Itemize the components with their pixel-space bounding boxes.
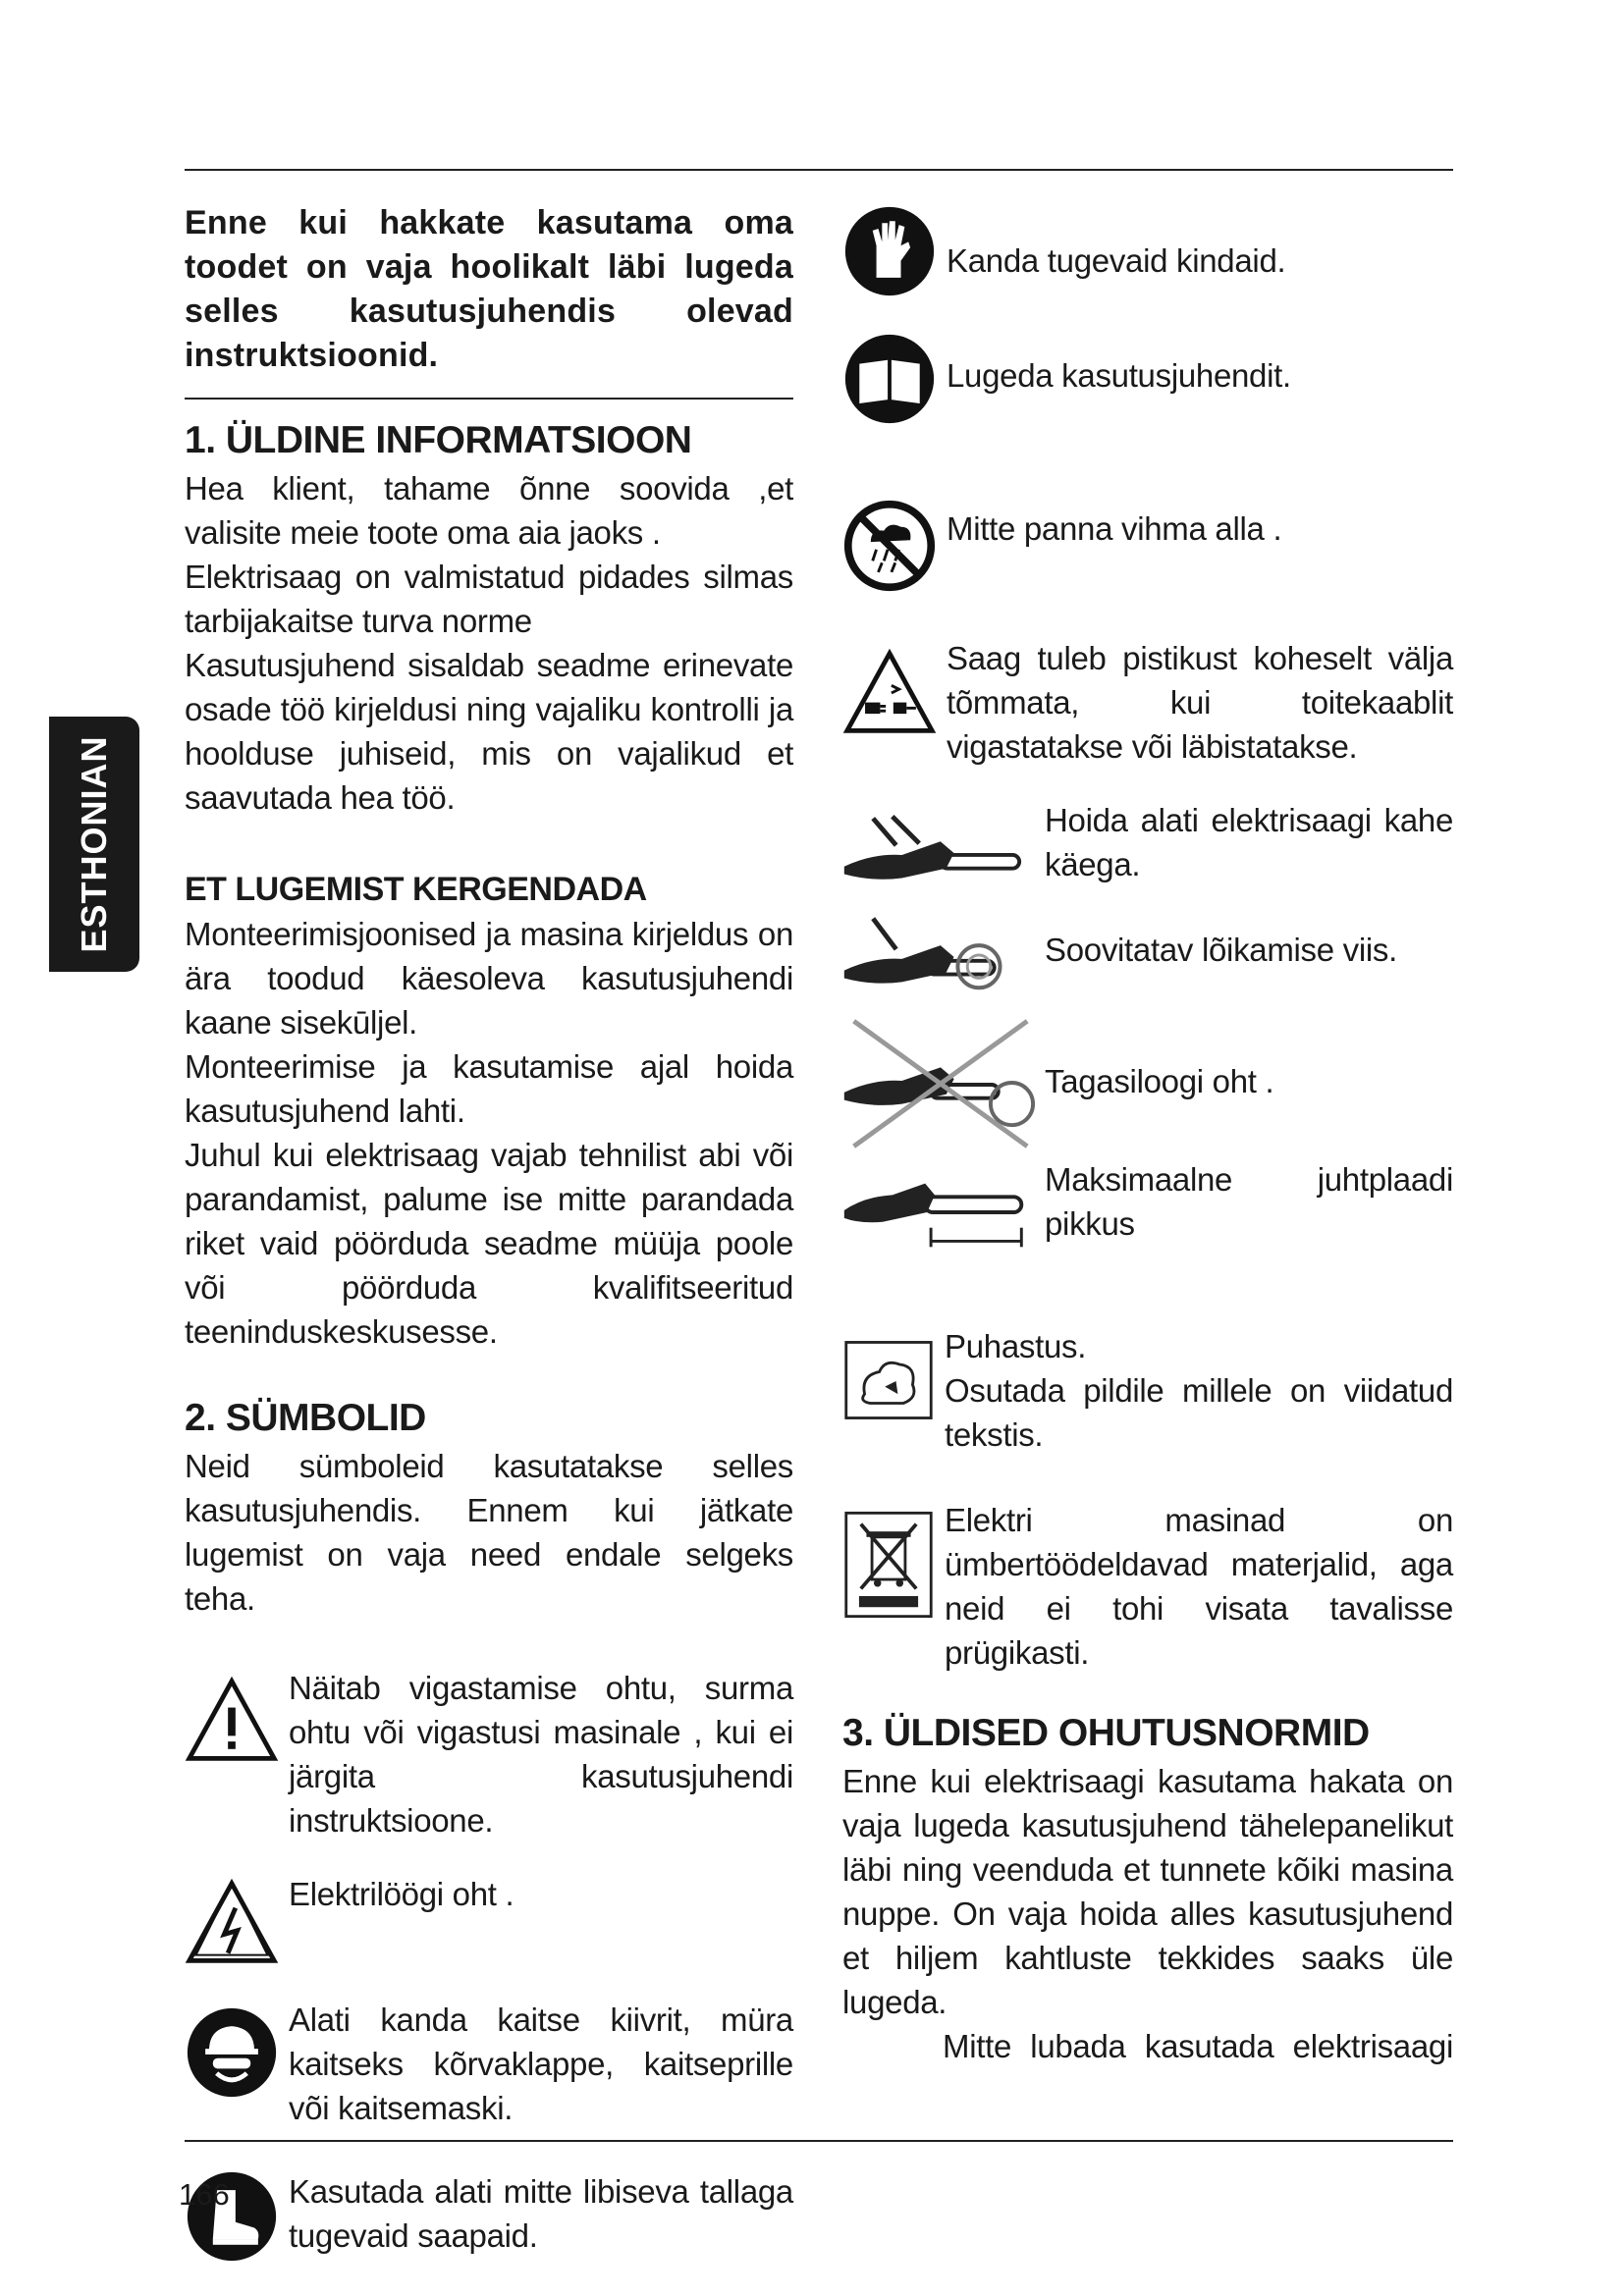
gloves-icon — [842, 204, 937, 298]
symbol-unplug-text: Saag tuleb pistikust koheselt välja tõmmata, kui toitekaablit vigastatakse või läbistatakse. — [947, 640, 1453, 765]
warning-triangle-icon — [185, 1674, 279, 1768]
top-rule — [185, 169, 1453, 171]
symbol-head-protection-text: Alati kanda kaitse kiivrit, müra kaitseks kõrvaklappe, kaitseprille või kaitsemaski. — [289, 2002, 793, 2126]
electric-shock-icon — [185, 1876, 279, 1970]
cleaning-title: Puhastus. — [945, 1328, 1087, 1364]
symbol-manual-text: Lugeda kasutusjuhendit. — [947, 357, 1291, 394]
symbol-electric — [185, 1872, 793, 1970]
cleaning-icon — [842, 1338, 935, 1422]
symbol-two-hands — [842, 798, 1453, 906]
symbol-warning-text: Näitab vigastamise ohtu, surma ohtu või vigastusi masinale , kui ei järgita kasutusjuhendi instruktsioone. — [289, 1670, 793, 1839]
reading-subtitle: ET LUGEMIST KERGENDADA — [185, 871, 647, 908]
section1-paragraph: Elektrisaag on valmistatud pidades silmas tarbijakaitse turva norme — [185, 559, 793, 639]
symbol-manual — [842, 332, 1453, 426]
symbol-recycle-text: Elektri masinad on ümbertöödeldavad materjalid, aga neid ei tohi visata tavalisse prügikasti. — [945, 1502, 1453, 1671]
section1-paragraph: Hea klient, tahame õnne soovida ,et valisite meie toote oma aia jaoks . — [185, 470, 793, 551]
language-tab-label: ESTHONIAN — [74, 735, 114, 953]
section3-paragraph: Enne kui elektrisaagi kasutama hakata on vaja lugeda kasutusjuhend tähelepanelikut läbi ning veenduda et tunnete kõiki masina nuppe. On vaja hoida alles kasutusjuhend et hiljem kahtluste tekkides saaks üle lugeda. — [842, 1763, 1453, 2020]
symbol-kickback — [842, 1010, 1453, 1157]
reading-paragraph: Monteerimise ja kasutamise ajal hoida kasutusjuhend lahti. — [185, 1048, 793, 1129]
weee-bin-icon — [842, 1508, 935, 1622]
symbol-head-protection — [185, 1998, 793, 2130]
no-rain-icon — [842, 499, 937, 593]
intro-divider — [185, 398, 793, 400]
read-manual-icon — [842, 332, 937, 426]
symbol-bar-length — [842, 1153, 1453, 1271]
section3-title: 3. ÜLDISED OHUTUSNORMID — [842, 1712, 1370, 1754]
symbol-no-rain — [842, 499, 1453, 593]
cleaning-desc: Osutada pildile millele on viidatud tekstis. — [945, 1372, 1453, 1453]
symbol-electric-text: Elektrilöögi oht . — [289, 1876, 514, 1912]
symbol-cutting-text: Soovitatav lõikamise viis. — [1045, 932, 1398, 968]
left-column — [185, 201, 793, 2264]
kickback-danger-icon — [835, 1010, 1037, 1157]
unplug-warning-icon — [842, 646, 937, 740]
right-column — [842, 204, 1453, 2068]
symbol-kickback-text: Tagasiloogi oht . — [1045, 1063, 1274, 1099]
intro-text: Enne kui hakkate kasutama oma toodet on vaja hoolikalt läbi lugeda selles kasutusjuhendis olevad instruktsioonid. — [185, 204, 793, 374]
section1-paragraph: Kasutusjuhend sisaldab seadme erinevate osade töö kirjeldusi ning vajaliku kontrolli ja hoolduse juhiseid, mis on vajalikud et saavutada hea töö. — [185, 647, 793, 816]
symbol-unplug — [842, 636, 1453, 769]
reading-paragraph: Monteerimisjoonised ja masina kirjeldus on ära toodud käesoleva kasutusjuhendi kaane sisekūljel. — [185, 916, 793, 1041]
symbol-warning — [185, 1666, 793, 1842]
head-protection-icon — [185, 2005, 279, 2100]
symbol-gloves — [842, 204, 1453, 298]
reading-paragraph: Juhul kui elektrisaag vajab tehnilist abi või parandamist, palume ise mitte parandada riket vaid pöörduda seadme müüja poole või pöörduda kvalifitseeritud teeninduskeskusesse. — [185, 1137, 793, 1350]
section3-body — [842, 1759, 1453, 2068]
cutting-method-icon — [835, 898, 1027, 1006]
symbol-cleaning — [842, 1324, 1453, 1457]
symbol-boots-text: Kasutada alati mitte libiseva tallaga tugevaid saapaid. — [289, 2173, 793, 2254]
symbol-gloves-text: Kanda tugevaid kindaid. — [947, 242, 1286, 279]
section3-continuation: Mitte lubada kasutada elektrisaagi — [943, 2028, 1453, 2064]
symbol-no-rain-text: Mitte panna vihma alla . — [947, 510, 1282, 547]
symbol-boots — [185, 2169, 793, 2264]
symbol-bar-length-text: Maksimaalne juhtplaadi pikkus — [1045, 1161, 1453, 1242]
page-number: 166 — [179, 2177, 230, 2212]
symbol-recycle — [842, 1498, 1453, 1675]
language-tab — [49, 717, 139, 972]
symbol-cutting — [842, 898, 1453, 1006]
symbol-cleaning-text — [945, 1324, 1453, 1457]
section2-title: 2. SÜMBOLID — [185, 1397, 426, 1439]
symbol-two-hands-text: Hoida alati elektrisaagi kahe käega. — [1045, 802, 1453, 882]
bar-length-icon — [835, 1153, 1037, 1271]
section2-intro: Neid sümboleid kasutatakse selles kasutusjuhendis. Ennem kui jätkate lugemist on vaja need endale selgeks teha. — [185, 1448, 793, 1617]
two-hands-chainsaw-icon — [835, 798, 1027, 906]
reading-body — [185, 912, 793, 1354]
section1-title: 1. ÜLDINE INFORMATSIOON — [185, 419, 692, 461]
section1-body — [185, 466, 793, 820]
